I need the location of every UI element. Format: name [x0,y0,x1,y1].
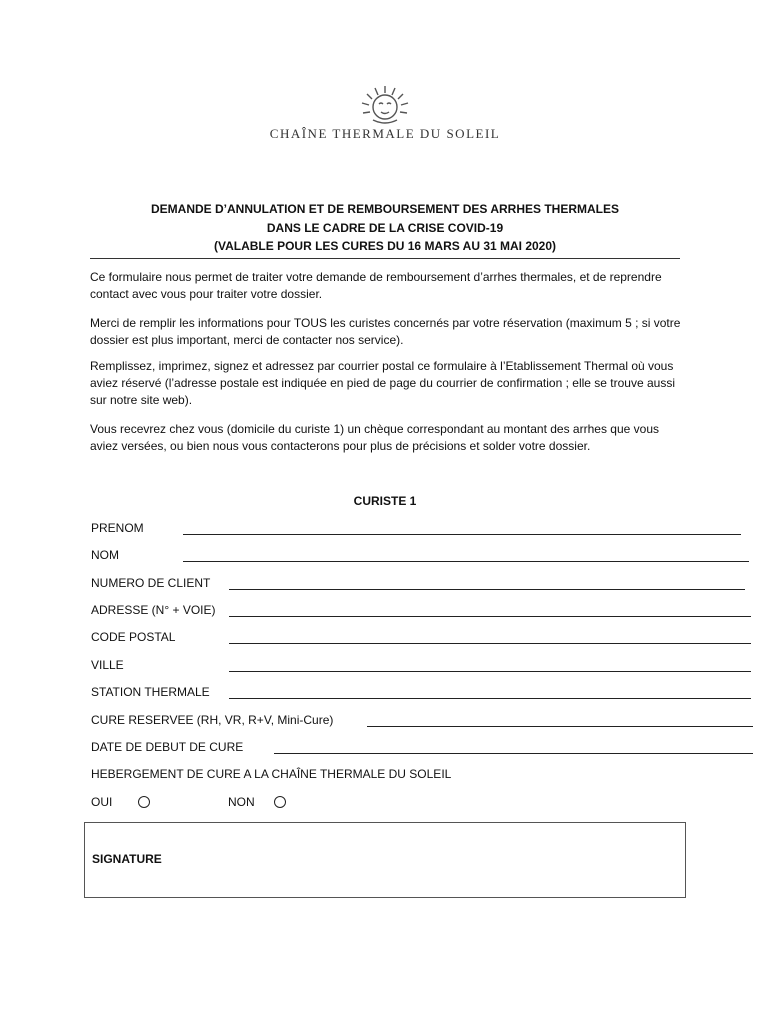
title-line-3: (VALABLE POUR LES CURES DU 16 MARS AU 31 MAI 2020) [213,239,557,253]
section-heading-curiste: CURISTE 1 [353,494,417,508]
field-label: DATE DE DEBUT DE CURE [91,740,244,754]
field-label: NUMERO DE CLIENT [91,576,211,590]
option-non-label: NON [228,795,255,809]
numero-client-input-line[interactable] [229,576,745,590]
prenom-input-line[interactable] [183,521,741,535]
field-label: VILLE [91,658,124,672]
field-label: HEBERGEMENT DE CURE A LA CHAÎNE THERMALE DU SOLEIL [91,767,452,781]
date-debut-input-line[interactable] [274,740,753,754]
signature-label: SIGNATURE [92,852,162,866]
intro-paragraph-4: Vous recevrez chez vous (domicile du curiste 1) un chèque correspondant au montant des arrhes que vous aviez versées, ou bien nous vous contacterons pour plus de précisions et solder votre dossier. [90,422,659,453]
title-divider [90,258,680,259]
field-label: STATION THERMALE [91,685,210,699]
option-oui-label: OUI [91,795,113,809]
adresse-input-line[interactable] [229,603,751,617]
field-label: NOM [91,548,119,562]
field-label: CODE POSTAL [91,630,176,644]
logo [258,84,512,156]
non-radio[interactable] [274,796,286,808]
intro-paragraph-3: Remplissez, imprimez, signez et adressez par courrier postal ce formulaire à l’Etablissement Thermal où vous aviez réservé (l’adresse postale est indiquée en pied de page du courrier de confirmation ; elle se trouve aussi sur notre site web). [90,359,675,407]
logo-text: CHAÎNE THERMALE DU SOLEIL [269,126,501,141]
ville-input-line[interactable] [229,658,751,672]
field-label: ADRESSE (N° + VOIE) [91,603,216,617]
oui-radio[interactable] [138,796,150,808]
title-line-1: DEMANDE D’ANNULATION ET DE REMBOURSEMENT DES ARRHES THERMALES [150,202,619,216]
field-label: CURE RESERVEE (RH, VR, R+V, Mini-Cure) [91,713,334,727]
nom-input-line[interactable] [183,548,749,562]
page-title [90,200,680,256]
intro-paragraph-1: Ce formulaire nous permet de traiter votre demande de remboursement d’arrhes thermales, et de reprendre contact avec vous pour traiter votre dossier. [90,270,662,301]
field-label: PRENOM [91,521,144,535]
intro-paragraph-2: Merci de remplir les informations pour TOUS les curistes concernés par votre réservation (maximum 5 ; si votre dossier est plus important, merci de contacter nos service). [90,316,681,347]
title-line-2: DANS LE CADRE DE LA CRISE COVID-19 [266,220,504,235]
station-input-line[interactable] [229,685,751,699]
code-postal-input-line[interactable] [229,630,751,644]
cure-reservee-input-line[interactable] [367,713,753,727]
sun-logo-icon [359,84,411,124]
signature-box[interactable] [84,822,686,898]
